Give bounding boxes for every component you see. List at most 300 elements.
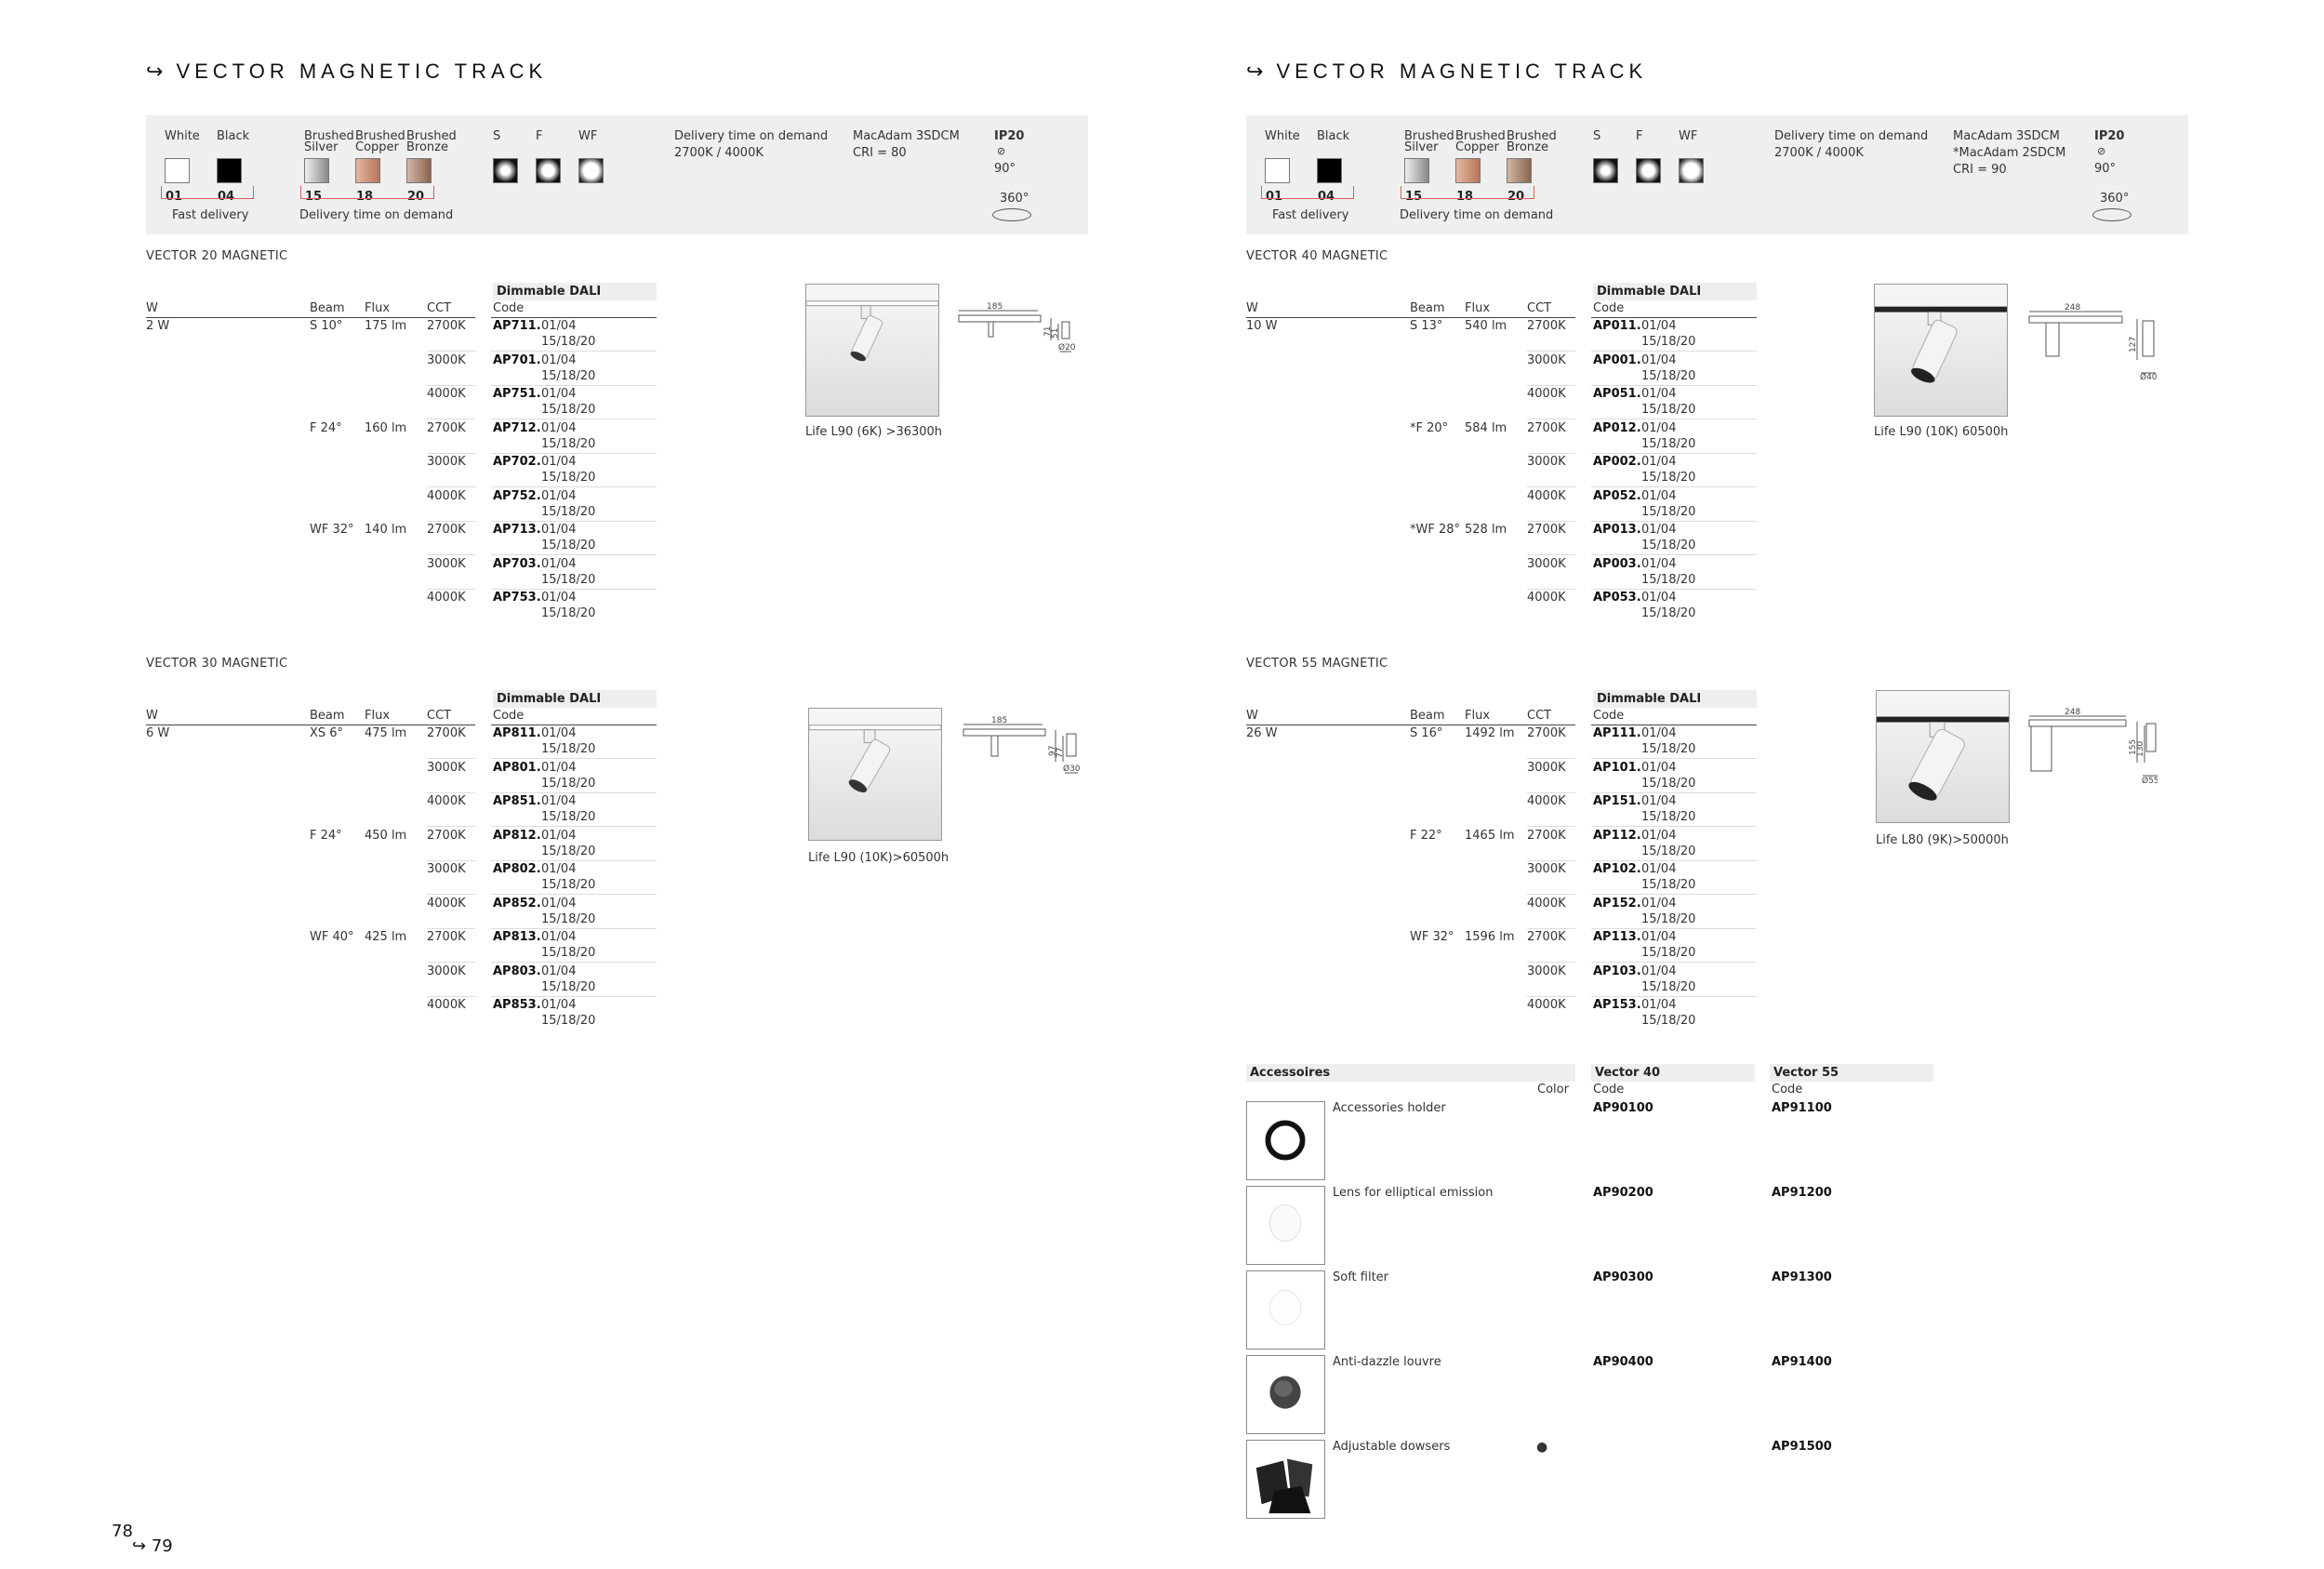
caption-vector-30: Life L90 (10K)>60500h <box>808 851 950 865</box>
row-divider <box>427 928 475 929</box>
product-code: AP151. <box>1593 794 1641 808</box>
product-code: AP713. <box>493 523 541 537</box>
cct-value: 2700K <box>1527 828 1566 843</box>
finish-codes-2: 15/18/20 <box>1641 979 1696 994</box>
finish-codes-1: 01/04 <box>541 964 577 978</box>
cct-value: 3000K <box>1527 455 1566 469</box>
finish-codes-1: 01/04 <box>541 387 577 401</box>
row-divider <box>1591 928 1757 929</box>
row-divider <box>1527 351 1575 352</box>
finish-codes-2: 15/18/20 <box>1641 572 1696 587</box>
row-divider <box>491 860 657 861</box>
filter-icon <box>1246 1270 1325 1350</box>
finish-codes-2: 15/18/20 <box>541 471 596 485</box>
row-divider <box>1527 589 1575 590</box>
finish-codes-1: 01/04 <box>1641 455 1677 469</box>
row-divider <box>1591 792 1757 793</box>
col-header-flux: Flux <box>1465 709 1491 723</box>
row-divider <box>1527 486 1575 487</box>
demand-note: Delivery time on demand <box>1400 208 1554 222</box>
col-header-cct: CCT <box>1527 301 1552 315</box>
row-divider <box>1591 894 1757 895</box>
finish-codes-2: 15/18/20 <box>541 776 596 791</box>
row-divider <box>427 554 475 555</box>
svg-text:Ø20: Ø20 <box>1058 343 1075 352</box>
swatch-silver <box>1404 158 1429 183</box>
row-divider <box>1591 962 1757 963</box>
beam-value: F 24° <box>310 420 342 435</box>
cct-value: 2700K <box>427 828 466 843</box>
cct-text: 2700K / 4000K <box>674 146 764 160</box>
finish-codes-1: 01/04 <box>541 420 577 435</box>
product-code: AP152. <box>1593 896 1641 911</box>
title-text: VECTOR MAGNETIC TRACK <box>1276 60 1648 83</box>
accessory-name: Accessories holder <box>1333 1101 1446 1115</box>
fast-delivery-note: Fast delivery <box>172 208 249 222</box>
brushed-label-copper: Brushed Copper <box>355 129 405 154</box>
row-divider <box>491 453 657 454</box>
finish-code-black: 04 <box>1318 190 1335 204</box>
beam-value: XS 6° <box>310 726 344 740</box>
caption-vector-55: Life L80 (9K)>50000h <box>1876 833 2009 847</box>
watt-value: 6 W <box>146 726 170 740</box>
product-photo-vector-55 <box>1876 690 2010 823</box>
svg-text:Ø40: Ø40 <box>2140 373 2158 382</box>
beam-value: F 24° <box>310 828 342 843</box>
cct-value: 2700K <box>1527 726 1566 740</box>
dali-header: Dimmable DALI <box>493 690 657 708</box>
finish-codes-1: 01/04 <box>541 455 577 469</box>
accessory-code-40: AP90300 <box>1593 1270 1653 1284</box>
demand-bracket <box>300 186 434 199</box>
dimension-drawing-vector-55 <box>2027 707 2158 791</box>
finish-codes-2: 15/18/20 <box>1641 539 1696 552</box>
product-code: AP811. <box>493 726 541 740</box>
beam-value: S 10° <box>310 319 343 333</box>
accessory-color: ● <box>1536 1440 1548 1455</box>
row-divider <box>427 385 475 386</box>
svg-text:248: 248 <box>2065 708 2081 717</box>
page-number-left: 78 <box>112 1522 133 1541</box>
finish-codes-1: 01/04 <box>1641 319 1677 333</box>
cct-value: 2700K <box>427 420 466 435</box>
beam-value: S 13° <box>1410 319 1443 333</box>
flux-value: 1492 lm <box>1465 726 1515 740</box>
row-divider <box>1591 758 1757 759</box>
col-header-code: Code <box>1593 709 1625 723</box>
page-title-right <box>1246 60 1647 84</box>
row-divider <box>1527 826 1575 827</box>
cct-value: 4000K <box>427 488 466 503</box>
fast-delivery-bracket <box>1261 186 1354 199</box>
finish-codes-1: 01/04 <box>1641 726 1677 740</box>
product-code: AP702. <box>493 455 541 469</box>
finish-codes-1: 01/04 <box>541 488 577 503</box>
section-title: VECTOR 20 MAGNETIC <box>146 249 288 263</box>
row-divider <box>1527 453 1575 454</box>
delivery-text: Delivery time on demand <box>1774 129 1929 143</box>
flux-value: 1465 lm <box>1465 828 1515 843</box>
finish-codes-2: 15/18/20 <box>541 572 596 587</box>
finish-codes-2: 15/18/20 <box>1641 844 1696 858</box>
swatch-copper <box>1455 158 1481 183</box>
brushed-code-silver: 15 <box>305 190 323 204</box>
product-code: AP802. <box>493 862 541 876</box>
row-divider <box>427 894 475 895</box>
cct-value: 3000K <box>427 352 466 367</box>
product-code: AP003. <box>1593 556 1641 571</box>
cct-value: 4000K <box>1527 896 1566 911</box>
finish-label-white: White <box>1265 129 1300 143</box>
arrow-icon: ↪ <box>146 60 164 83</box>
finish-codes-2: 15/18/20 <box>541 742 596 756</box>
product-code: AP103. <box>1593 964 1641 978</box>
finish-codes-1: 01/04 <box>1641 998 1677 1012</box>
watt-value: 10 W <box>1246 319 1278 333</box>
dimension-drawing-vector-20 <box>954 299 1075 365</box>
beam-icon-f <box>536 158 561 183</box>
row-divider <box>1527 894 1575 895</box>
cri-text: CRI = 80 <box>853 146 907 160</box>
finish-codes-2: 15/18/20 <box>541 979 596 994</box>
product-code: AP753. <box>493 591 541 605</box>
col-header-beam: Beam <box>1410 301 1445 315</box>
cct-value: 3000K <box>427 964 466 978</box>
finish-code-white: 01 <box>166 190 183 204</box>
product-code: AP002. <box>1593 455 1641 469</box>
product-code: AP701. <box>493 352 541 367</box>
finish-codes-2: 15/18/20 <box>1641 742 1696 756</box>
row-divider <box>491 928 657 929</box>
finish-label-white: White <box>165 129 200 143</box>
svg-text:Ø55: Ø55 <box>2142 777 2158 786</box>
watt-value: 2 W <box>146 319 170 333</box>
finish-codes-1: 01/04 <box>541 896 577 911</box>
flux-value: 175 lm <box>365 319 407 333</box>
product-photo-vector-30 <box>808 708 942 841</box>
vector55-header: Vector 55 <box>1770 1064 1933 1082</box>
cct-value: 2700K <box>1527 930 1566 944</box>
title-text: VECTOR MAGNETIC TRACK <box>176 60 548 83</box>
beam-label-f: F <box>536 129 543 143</box>
finish-codes-2: 15/18/20 <box>541 878 596 892</box>
section-title: VECTOR 30 MAGNETIC <box>146 657 288 671</box>
product-code: AP013. <box>1593 523 1641 537</box>
finish-codes-2: 15/18/20 <box>1641 1014 1696 1028</box>
finish-codes-2: 15/18/20 <box>541 1014 596 1028</box>
section-title: VECTOR 55 MAGNETIC <box>1246 657 1388 671</box>
row-divider <box>1591 385 1757 386</box>
product-code: AP711. <box>493 319 541 333</box>
swatch-white <box>165 158 190 183</box>
finish-codes-1: 01/04 <box>541 352 577 367</box>
beam-label-f: F <box>1636 129 1643 143</box>
fast-delivery-bracket <box>161 186 254 199</box>
dali-header: Dimmable DALI <box>1593 283 1757 300</box>
ring-icon <box>1246 1101 1325 1180</box>
finish-codes-1: 01/04 <box>541 998 577 1012</box>
col-header-w: W <box>146 709 158 723</box>
col-header-flux: Flux <box>1465 301 1491 315</box>
macadam-text: MacAdam 3SDCM <box>853 129 960 143</box>
svg-text:185: 185 <box>991 716 1008 725</box>
svg-text:71: 71 <box>1043 326 1053 337</box>
cct-value: 4000K <box>427 896 466 911</box>
swatch-copper <box>355 158 380 183</box>
cct-value: 4000K <box>1527 488 1566 503</box>
fast-delivery-note: Fast delivery <box>1272 208 1349 222</box>
beam-icon-f <box>1636 158 1661 183</box>
product-code: AP112. <box>1593 828 1641 843</box>
finish-code-white: 01 <box>1266 190 1283 204</box>
product-code: AP113. <box>1593 930 1641 944</box>
dimension-drawing-vector-30 <box>959 713 1080 788</box>
finish-codes-1: 01/04 <box>1641 556 1677 571</box>
finish-codes-1: 01/04 <box>1641 420 1677 435</box>
cct-value: 4000K <box>1527 794 1566 808</box>
beam-label-wf: WF <box>578 129 598 143</box>
product-code: AP052. <box>1593 488 1641 503</box>
svg-text:248: 248 <box>2065 303 2081 312</box>
section-title: VECTOR 40 MAGNETIC <box>1246 249 1388 263</box>
col-header-w: W <box>1246 709 1258 723</box>
demand-bracket <box>1401 186 1534 199</box>
rotate-icon <box>2092 208 2131 221</box>
row-divider <box>491 486 657 487</box>
brushed-code-copper: 18 <box>356 190 374 204</box>
row-divider <box>491 792 657 793</box>
row-divider <box>491 962 657 963</box>
brushed-code-silver: 15 <box>1405 190 1423 204</box>
finish-codes-2: 15/18/20 <box>541 504 596 519</box>
rotate-angle: 360° <box>2100 192 2130 206</box>
cct-value: 3000K <box>427 862 466 876</box>
finish-codes-2: 15/18/20 <box>541 844 596 858</box>
finish-codes-1: 01/04 <box>1641 387 1677 401</box>
row-divider <box>491 826 657 827</box>
cct-value: 4000K <box>1527 591 1566 605</box>
header-divider <box>146 317 475 318</box>
header-divider <box>1246 317 1575 318</box>
accessory-code-40: AP90100 <box>1593 1101 1653 1115</box>
code-label-55: Code <box>1772 1083 1803 1097</box>
finish-codes-2: 15/18/20 <box>1641 436 1696 451</box>
row-divider <box>427 792 475 793</box>
finish-codes-2: 15/18/20 <box>541 368 596 383</box>
caption-vector-40: Life L90 (10K) 60500h <box>1874 425 2009 439</box>
cct-value: 3000K <box>1527 862 1566 876</box>
product-code: AP813. <box>493 930 541 944</box>
page-number-right: ↪ 79 <box>132 1536 173 1556</box>
finish-codes-2: 15/18/20 <box>1641 911 1696 926</box>
finish-codes-1: 01/04 <box>1641 964 1677 978</box>
ip-rating: IP20 <box>2094 129 2125 143</box>
finish-label-black: Black <box>1317 129 1350 143</box>
flux-value: 1596 lm <box>1465 930 1515 944</box>
finish-code-black: 04 <box>218 190 235 204</box>
row-divider <box>427 521 475 522</box>
col-header-code: Code <box>493 709 525 723</box>
row-divider <box>1591 860 1757 861</box>
flux-value: 450 lm <box>365 828 407 843</box>
rotate-angle: 360° <box>1000 192 1029 206</box>
beam-label-s: S <box>1593 129 1601 143</box>
spec-band-right <box>1246 115 2188 234</box>
cct-value: 4000K <box>1527 998 1566 1012</box>
finish-codes-1: 01/04 <box>1641 352 1677 367</box>
product-code: AP001. <box>1593 352 1641 367</box>
cct-value: 2700K <box>1527 523 1566 537</box>
brushed-label-silver: Brushed Silver <box>1404 129 1454 154</box>
row-divider <box>1591 589 1757 590</box>
row-divider <box>1527 385 1575 386</box>
finish-codes-1: 01/04 <box>1641 760 1677 775</box>
accessory-code-55: AP91500 <box>1772 1440 1832 1454</box>
flux-value: 540 lm <box>1465 319 1507 333</box>
cct-value: 2700K <box>427 523 466 537</box>
svg-text:130: 130 <box>2136 740 2145 757</box>
swatch-black <box>217 158 242 183</box>
swatch-bronze <box>1507 158 1532 183</box>
row-divider <box>491 589 657 590</box>
product-photo-vector-40 <box>1874 284 2008 417</box>
accessory-name: Lens for elliptical emission <box>1333 1186 1494 1200</box>
product-code: AP853. <box>493 998 541 1012</box>
beam-value: *F 20° <box>1410 420 1449 435</box>
row-divider <box>427 826 475 827</box>
flux-value: 140 lm <box>365 523 407 537</box>
product-code: AP111. <box>1593 726 1641 740</box>
finish-codes-2: 15/18/20 <box>1641 878 1696 892</box>
finish-codes-2: 15/18/20 <box>541 911 596 926</box>
finish-codes-2: 15/18/20 <box>1641 403 1696 417</box>
cct-value: 2700K <box>427 319 466 333</box>
row-divider <box>1591 521 1757 522</box>
svg-text:97: 97 <box>1048 745 1057 756</box>
macadam2-text: *MacAdam 2SDCM <box>1953 146 2066 160</box>
accessory-code-55: AP91400 <box>1772 1355 1832 1369</box>
finish-codes-1: 01/04 <box>541 523 577 537</box>
beam-value: *WF 28° <box>1410 523 1461 537</box>
product-code: AP153. <box>1593 998 1641 1012</box>
beam-value: WF 32° <box>310 523 354 537</box>
row-divider <box>1591 554 1757 555</box>
row-divider <box>1527 996 1575 997</box>
col-header-cct: CCT <box>427 301 452 315</box>
product-code: AP803. <box>493 964 541 978</box>
beam-icon-wf <box>1679 158 1704 183</box>
finish-codes-2: 15/18/20 <box>541 436 596 451</box>
finish-codes-2: 15/18/20 <box>1641 504 1696 519</box>
row-divider <box>491 521 657 522</box>
finish-codes-2: 15/18/20 <box>541 539 596 552</box>
product-photo-vector-20 <box>805 284 939 417</box>
cct-value: 3000K <box>1527 964 1566 978</box>
row-divider <box>1527 928 1575 929</box>
finish-codes-1: 01/04 <box>1641 862 1677 876</box>
tilt-angle: 90° <box>2094 162 2117 176</box>
brushed-code-bronze: 20 <box>407 190 425 204</box>
row-divider <box>491 894 657 895</box>
finish-codes-1: 01/04 <box>1641 930 1677 944</box>
row-divider <box>1527 554 1575 555</box>
col-header-beam: Beam <box>310 301 345 315</box>
brushed-code-copper: 18 <box>1456 190 1474 204</box>
finish-codes-1: 01/04 <box>1641 591 1677 605</box>
finish-codes-1: 01/04 <box>541 319 577 333</box>
row-divider <box>491 758 657 759</box>
product-code: AP051. <box>1593 387 1641 401</box>
col-header-code: Code <box>493 301 525 315</box>
product-code: AP801. <box>493 760 541 775</box>
finish-codes-1: 01/04 <box>1641 523 1677 537</box>
finish-codes-2: 15/18/20 <box>1641 606 1696 620</box>
swatch-white <box>1265 158 1290 183</box>
finish-codes-1: 01/04 <box>541 591 577 605</box>
product-code: AP812. <box>493 828 541 843</box>
product-code: AP851. <box>493 794 541 808</box>
finish-codes-1: 01/04 <box>1641 488 1677 503</box>
finish-codes-1: 01/04 <box>1641 896 1677 911</box>
product-code: AP703. <box>493 556 541 571</box>
col-header-flux: Flux <box>365 709 391 723</box>
accessory-code-55: AP91300 <box>1772 1270 1832 1284</box>
finish-codes-2: 15/18/20 <box>541 606 596 620</box>
cct-value: 3000K <box>427 455 466 469</box>
row-divider <box>1591 996 1757 997</box>
product-code: AP752. <box>493 488 541 503</box>
brushed-label-silver: Brushed Silver <box>304 129 354 154</box>
col-header-w: W <box>1246 301 1258 315</box>
caption-vector-20: Life L90 (6K) >36300h <box>805 425 943 439</box>
row-divider <box>491 351 657 352</box>
col-header-cct: CCT <box>427 709 452 723</box>
code-label-40: Code <box>1593 1083 1625 1097</box>
dowser-icon <box>1246 1440 1325 1519</box>
row-divider <box>427 589 475 590</box>
product-code: AP712. <box>493 420 541 435</box>
product-code: AP102. <box>1593 862 1641 876</box>
beam-icon-s <box>1593 158 1618 183</box>
product-code: AP751. <box>493 387 541 401</box>
row-divider <box>1591 486 1757 487</box>
finish-codes-2: 15/18/20 <box>1641 946 1696 960</box>
vector40-header: Vector 40 <box>1591 1064 1755 1082</box>
finish-codes-1: 01/04 <box>541 930 577 944</box>
finish-codes-1: 01/04 <box>1641 828 1677 843</box>
finish-codes-2: 15/18/20 <box>1641 810 1696 824</box>
row-divider <box>427 996 475 997</box>
cct-value: 2700K <box>1527 319 1566 333</box>
flux-value: 584 lm <box>1465 420 1507 435</box>
svg-text:127: 127 <box>2129 336 2138 352</box>
swatch-silver <box>304 158 329 183</box>
finish-codes-1: 01/04 <box>541 828 577 843</box>
ip-rating: IP20 <box>994 129 1025 143</box>
finish-codes-1: 01/04 <box>1641 794 1677 808</box>
beam-label-wf: WF <box>1679 129 1698 143</box>
row-divider <box>427 758 475 759</box>
header-divider <box>1591 317 1757 318</box>
row-divider <box>427 962 475 963</box>
col-header-w: W <box>146 301 158 315</box>
row-divider <box>491 554 657 555</box>
svg-text:155: 155 <box>2129 738 2138 755</box>
cct-value: 2700K <box>1527 420 1566 435</box>
beam-value: WF 32° <box>1410 930 1454 944</box>
col-header-cct: CCT <box>1527 709 1552 723</box>
brushed-label-bronze: Brushed Bronze <box>1507 129 1557 154</box>
